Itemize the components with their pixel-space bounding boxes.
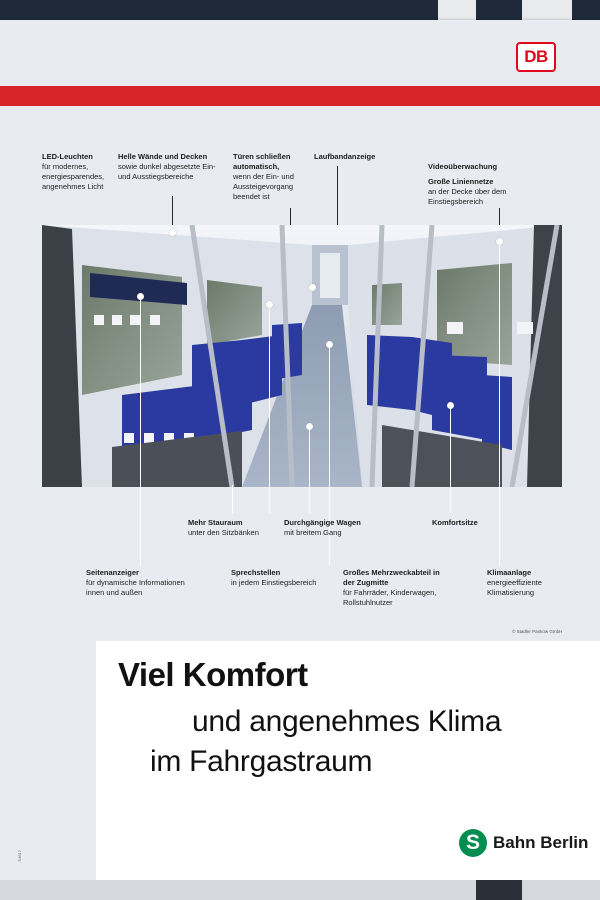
caption-video-surveillance: Videoüberwachung	[428, 162, 498, 171]
caption-ticker-display: Laufbandanzeige	[314, 152, 376, 161]
marker-ticker	[309, 284, 316, 291]
sbahn-berlin-logo	[459, 829, 588, 857]
train-interior-image	[42, 225, 562, 487]
red-stripe	[0, 86, 600, 106]
caption-multipurpose: Großes Mehrzweckabteil in der Zugmitte für Fahrräder, Kinderwagen, Rollstuhlnutzer	[343, 568, 440, 607]
marker-bright-walls	[169, 229, 176, 236]
caption-comfort-seats: Komfortsitze	[432, 518, 478, 527]
headline: Viel Komfort	[118, 656, 308, 693]
marker-intercom	[266, 301, 273, 308]
train-interior-illustration	[42, 225, 562, 487]
caption-bright-walls: Helle Wände und Decken sowie dunkel abgesetzte Ein- und Ausstiegsbereiche	[118, 152, 216, 181]
wall-bottom	[0, 880, 600, 900]
caption-storage: Mehr Stauraum unter den Sitzbänken	[188, 518, 259, 537]
caption-led-lights: LED-Leuchten für modernes, energiesparendes, angenehmes Licht	[42, 152, 105, 191]
marker-multipurpose	[326, 341, 333, 348]
caption-line-maps: Große Liniennetze an der Decke über dem Einstiegsbereich	[428, 177, 507, 206]
subline-2: im Fahrgastraum	[150, 745, 373, 778]
caption-side-display: Seitenanzeiger für dynamische Informationen innen und außen	[86, 568, 185, 597]
sbahn-icon: S	[459, 829, 487, 857]
marker-gangway	[306, 423, 313, 430]
copyright: © Stadler Pankow GmbH	[512, 629, 563, 634]
wall-top	[0, 0, 600, 22]
print-code: S4617	[17, 850, 22, 862]
subline-1: und angenehmes Klima	[192, 705, 502, 738]
caption-gangway: Durchgängige Wagen mit breitem Gang	[284, 518, 361, 537]
marker-side-display	[137, 293, 144, 300]
marker-comfort-seats	[447, 402, 454, 409]
caption-doors: Türen schließen automatisch, wenn der Ein- und Aussteigevorgang beendet ist	[233, 152, 294, 201]
sbahn-name: Bahn Berlin	[493, 833, 589, 852]
caption-air-conditioning: Klimaanlage energieeffiziente Klimatisierung	[487, 568, 542, 597]
caption-intercom: Sprechstellen in jedem Einstiegsbereich	[231, 568, 317, 587]
marker-air-conditioning	[496, 238, 503, 245]
db-logo: DB	[516, 42, 556, 72]
